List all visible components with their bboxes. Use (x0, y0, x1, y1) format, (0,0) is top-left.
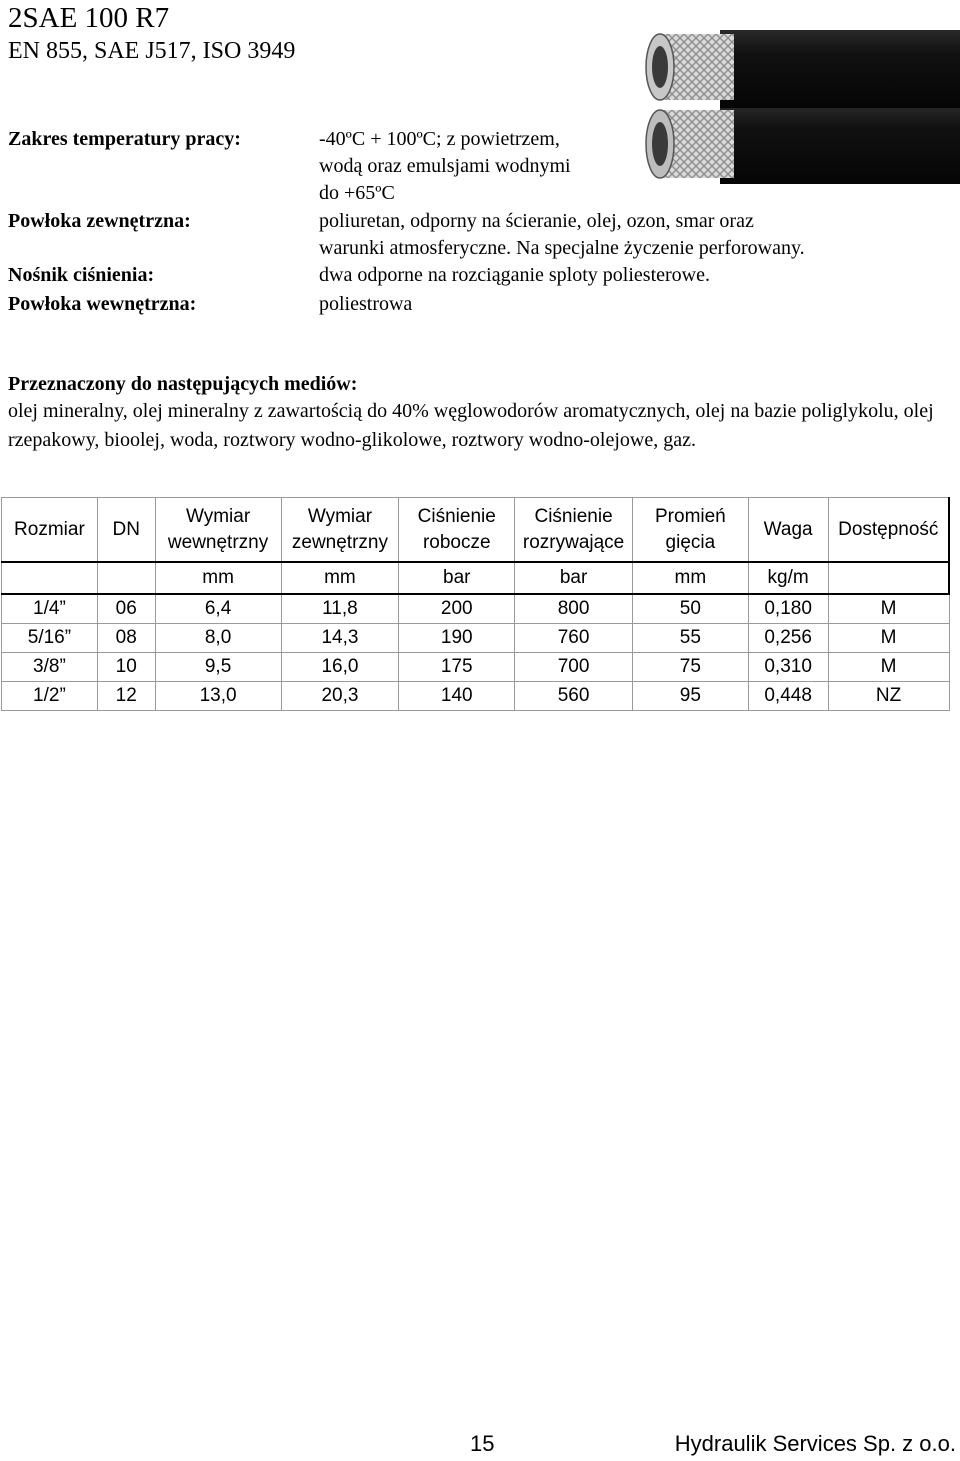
cell: 11,8 (281, 594, 399, 624)
cell: 14,3 (281, 624, 399, 653)
standards-line: EN 855, SAE J517, ISO 3949 (8, 38, 296, 64)
table-row (2, 594, 950, 624)
reinforcement-label: Nośnik ciśnienia: (8, 264, 155, 286)
outer-cover-value-line1: poliuretan, odporny na ścieranie, olej, ozon, smar oraz (319, 210, 754, 232)
table-header-row (2, 498, 950, 563)
cell: 75 (633, 653, 749, 682)
header-bend-radius: Promień gięcia (633, 498, 749, 563)
page-number: 15 (470, 1431, 495, 1456)
media-heading: Przeznaczony do następujących mediów: (8, 373, 358, 395)
inner-tube-label: Powłoka wewnętrzna: (8, 293, 197, 315)
cell: 140 (399, 682, 515, 711)
unit-cell (828, 562, 949, 594)
cell: 12 (97, 682, 155, 711)
cell: 95 (633, 682, 749, 711)
hose-photo (640, 22, 960, 188)
cell: 16,0 (281, 653, 399, 682)
cell: 10 (97, 653, 155, 682)
unit-cell (2, 562, 98, 594)
header-availability: Dostępność (828, 498, 949, 563)
cell: 560 (515, 682, 633, 711)
outer-cover-value-line2: warunki atmosferyczne. Na specjalne życzenie perforowany. (319, 237, 805, 259)
inner-tube-value: poliestrowa (319, 293, 413, 315)
table-row (2, 682, 950, 711)
header-working-pressure: Ciśnienie robocze (399, 498, 515, 563)
cell: 08 (97, 624, 155, 653)
cell: 760 (515, 624, 633, 653)
cell: 800 (515, 594, 633, 624)
cell: 700 (515, 653, 633, 682)
cell: 5/16” (2, 624, 98, 653)
cell: 0,180 (748, 594, 828, 624)
unit-cell: mm (155, 562, 281, 594)
media-description: olej mineralny, olej mineralny z zawartością do 40% węglowodorów aromatycznych, olej na bazie poliglykolu, olej rzepakowy, bioolej, woda, roztwory wodno-glikolowe, roztwory wodno-olejowe, gaz. (8, 400, 934, 451)
temperature-label: Zakres temperatury pracy: (8, 128, 241, 150)
cell: 06 (97, 594, 155, 624)
header-dn: DN (97, 498, 155, 563)
cell: M (828, 653, 949, 682)
unit-cell: mm (633, 562, 749, 594)
header-burst-pressure: Ciśnienie rozrywające (515, 498, 633, 563)
header-weight: Waga (748, 498, 828, 563)
table-units-row (2, 562, 950, 594)
unit-cell (97, 562, 155, 594)
cell: M (828, 624, 949, 653)
cell: 0,256 (748, 624, 828, 653)
specification-table (1, 497, 950, 711)
table-row (2, 624, 950, 653)
unit-cell: mm (281, 562, 399, 594)
cell: 1/4” (2, 594, 98, 624)
outer-cover-label: Powłoka zewnętrzna: (8, 210, 191, 232)
cell: 190 (399, 624, 515, 653)
temperature-value-line1: -40ºC + 100ºC; z powietrzem, (319, 128, 560, 150)
document-title: 2SAE 100 R7 (8, 2, 170, 34)
cell: 50 (633, 594, 749, 624)
cell: 200 (399, 594, 515, 624)
cell: 3/8” (2, 653, 98, 682)
cell: 1/2” (2, 682, 98, 711)
cell: 13,0 (155, 682, 281, 711)
header-inner-diameter: Wymiar wewnętrzny (155, 498, 281, 563)
unit-cell: bar (399, 562, 515, 594)
cell: 8,0 (155, 624, 281, 653)
temperature-value-line2: wodą oraz emulsjami wodnymi (319, 155, 571, 177)
cell: 9,5 (155, 653, 281, 682)
header-outer-diameter: Wymiar zewnętrzny (281, 498, 399, 563)
unit-cell: bar (515, 562, 633, 594)
cell: 55 (633, 624, 749, 653)
temperature-value-line3: do +65ºC (319, 182, 395, 204)
cell: NZ (828, 682, 949, 711)
unit-cell: kg/m (748, 562, 828, 594)
company-name: Hydraulik Services Sp. z o.o. (674, 1431, 956, 1456)
cell: M (828, 594, 949, 624)
cell: 175 (399, 653, 515, 682)
reinforcement-value: dwa odporne na rozciąganie sploty poliesterowe. (319, 264, 710, 286)
table-row (2, 653, 950, 682)
cell: 0,310 (748, 653, 828, 682)
cell: 0,448 (748, 682, 828, 711)
cell: 20,3 (281, 682, 399, 711)
header-size: Rozmiar (2, 498, 98, 563)
cell: 6,4 (155, 594, 281, 624)
